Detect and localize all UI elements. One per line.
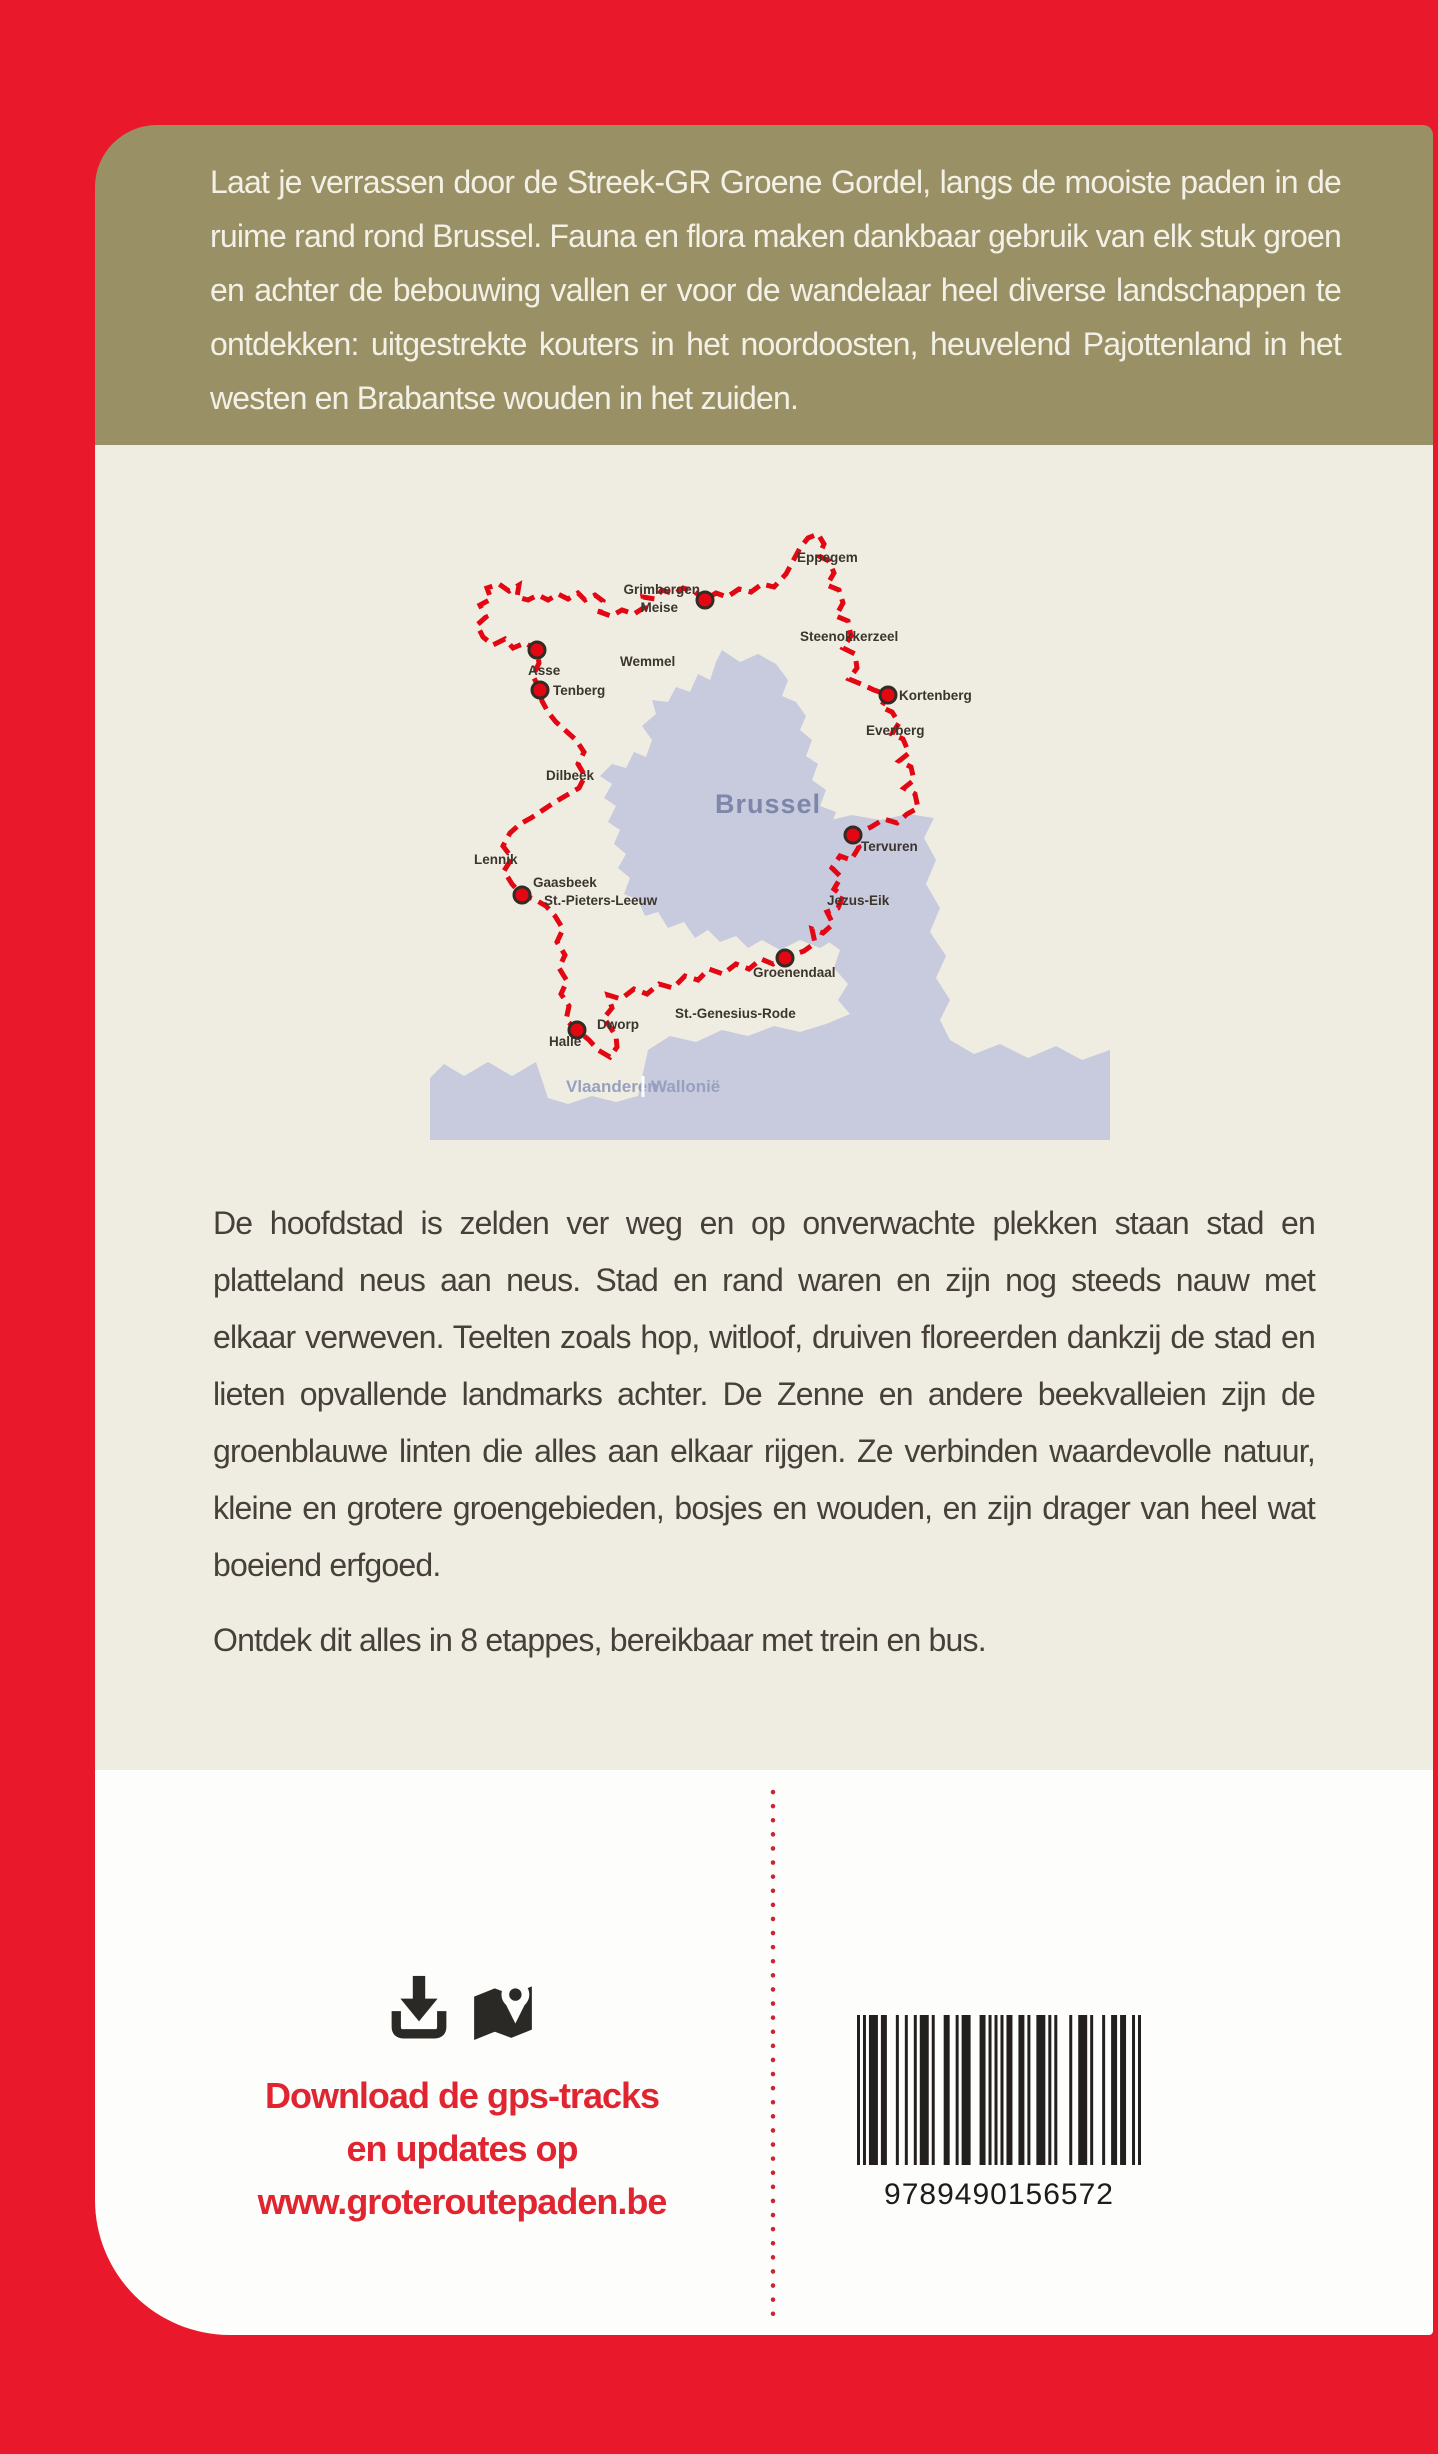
place-label-asse: Asse: [528, 663, 561, 678]
place-label-halle: Halle: [549, 1034, 582, 1049]
place-label-meise: Meise: [640, 600, 678, 615]
content-panel: [95, 125, 1433, 2335]
marker-groenendaal: [777, 950, 793, 966]
body-paragraph-1: De hoofdstad is zelden ver weg en op onverwachte plekken staan stad en platteland neus aan neus. Stad en rand waren en zijn nog steeds nauw met elkaar verweven. Teelten zoals hop, witloof, druiven floreerden dankzij de stad en lieten opvallende landmarks achter. De Zenne en andere beekvalleien zijn de groenblauwe linten die alles aan elkaar rijgen. Ze verbinden waardevolle natuur, kleine en grotere groengebieden, bosjes en wouden, en zijn drager van heel wat boeiend erfgoed.: [213, 1205, 1315, 1583]
route-map: [430, 500, 1110, 1140]
place-label-grimbergen: Grimbergen: [623, 582, 700, 597]
place-label-dilbeek: Dilbeek: [546, 768, 595, 783]
download-line-3: www.groteroutepaden.be: [257, 2181, 667, 2222]
barcode-number: 9789490156572: [884, 2178, 1114, 2211]
barcode-bars: [857, 2015, 1141, 2165]
region-label-vlaanderen: Vlaanderen: [566, 1077, 658, 1096]
download-icons: [155, 1975, 769, 2045]
place-label-jezus-eik: Jezus-Eik: [827, 893, 890, 908]
place-label-groenendaal: Groenendaal: [753, 965, 836, 980]
barcode: [857, 2015, 1141, 2212]
download-info: [155, 1770, 769, 2228]
place-label-everberg: Everberg: [866, 723, 925, 738]
region-label-wallonie: Wallonië: [651, 1077, 721, 1096]
download-icon: [388, 1975, 450, 2043]
place-label-wemmel: Wemmel: [620, 654, 676, 669]
place-label-dworp: Dworp: [597, 1017, 639, 1032]
place-label-kortenberg: Kortenberg: [899, 688, 972, 703]
place-label-lennik: Lennik: [474, 852, 518, 867]
place-label-eppegem: Eppegem: [797, 550, 858, 565]
place-label-st-pieters-leeuw: St.-Pieters-Leeuw: [544, 893, 658, 908]
place-label-tervuren: Tervuren: [861, 839, 918, 854]
footer-panel: [95, 1770, 1433, 2335]
place-label-st-genesius-rode: St.-Genesius-Rode: [675, 1006, 796, 1021]
dotted-divider: [769, 1786, 777, 2326]
intro-banner: [95, 125, 1433, 445]
marker-tervuren: [845, 827, 861, 843]
city-label-brussel: Brussel: [714, 789, 822, 819]
body-paragraph-2: Ontdek dit alles in 8 etappes, bereikbaar met trein en bus.: [213, 1622, 986, 1658]
place-label-gaasbeek: Gaasbeek: [533, 875, 597, 890]
download-line-2: en updates op: [346, 2128, 578, 2169]
body-text: [213, 1195, 1315, 1669]
map-panel: [95, 445, 1433, 1770]
map-pin-icon: [470, 1975, 536, 2043]
intro-text: Laat je verrassen door de Streek-GR Groene Gordel, langs de mooiste paden in de ruime rand rond Brussel. Fauna en flora maken dankbaar gebruik van elk stuk groen en achter de bebouwing vallen er voor de wandelaar heel diverse landschappen te ontdekken: uitgestrekte kouters in het noordoosten, heuvelend Pajottenland in het westen en Brabantse wouden in het zuiden.: [210, 164, 1341, 416]
place-label-steenokkerzeel: Steenokkerzeel: [800, 629, 899, 644]
marker-asse: [529, 642, 545, 658]
marker-tenberg: [532, 682, 548, 698]
download-line-1: Download de gps-tracks: [264, 2075, 660, 2116]
download-text: [155, 2069, 769, 2228]
marker-gaasbeek: [514, 887, 530, 903]
place-label-tenberg: Tenberg: [553, 683, 606, 698]
marker-kortenberg: [880, 687, 896, 703]
